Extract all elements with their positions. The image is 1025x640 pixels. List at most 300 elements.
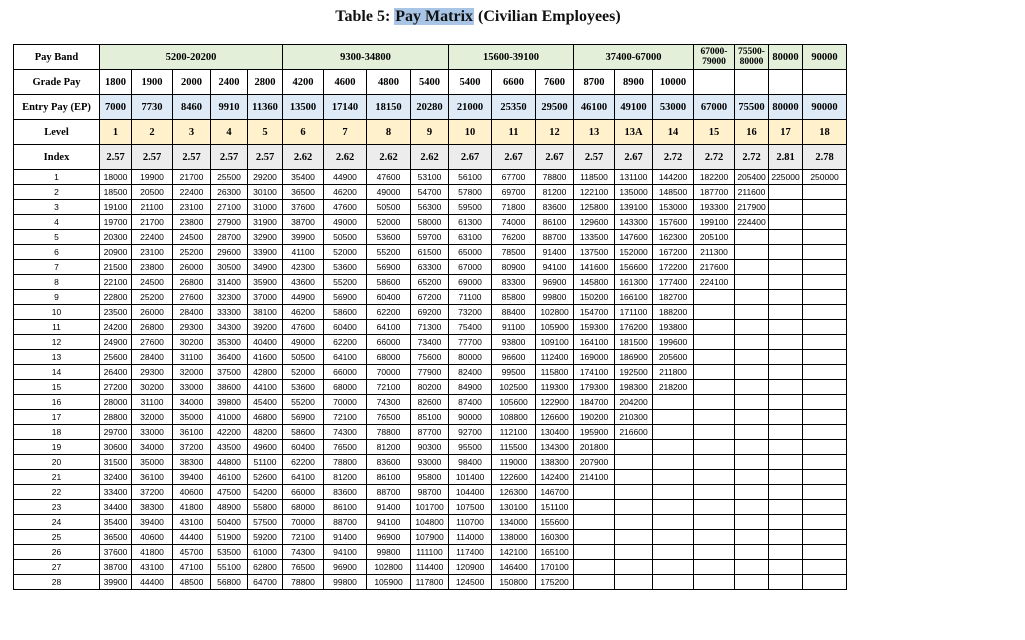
pay-cell: 66000 <box>283 485 324 500</box>
pay-cell: 81200 <box>324 470 367 485</box>
index-cell: 2.57 <box>248 145 283 170</box>
pay-cell <box>735 440 769 455</box>
pay-cell: 142100 <box>492 545 536 560</box>
pay-cell: 95500 <box>449 440 492 455</box>
pay-cell: 144200 <box>653 170 694 185</box>
table-row <box>14 245 847 260</box>
pay-cell <box>653 425 694 440</box>
table-row <box>14 200 847 215</box>
pay-cell <box>694 350 735 365</box>
pay-cell: 167200 <box>653 245 694 260</box>
pay-cell: 211600 <box>735 185 769 200</box>
entry-pay-cell: 7730 <box>132 95 173 120</box>
pay-cell: 122600 <box>492 470 536 485</box>
entry-pay-cell: 90000 <box>803 95 847 120</box>
grade-pay-row-label: Grade Pay <box>14 70 100 95</box>
pay-cell: 91400 <box>367 500 411 515</box>
pay-cell: 44800 <box>211 455 248 470</box>
pay-cell: 27600 <box>173 290 211 305</box>
pay-cell: 58000 <box>411 215 449 230</box>
pay-cell: 67700 <box>492 170 536 185</box>
pay-cell: 122900 <box>536 395 574 410</box>
pay-cell <box>803 260 847 275</box>
row-number-cell: 15 <box>14 380 100 395</box>
pay-cell: 70000 <box>283 515 324 530</box>
level-cell: 2 <box>132 120 173 145</box>
pay-cell: 41600 <box>248 350 283 365</box>
pay-cell: 28700 <box>211 230 248 245</box>
pay-cell: 38300 <box>132 500 173 515</box>
table-row <box>14 410 847 425</box>
pay-cell: 36100 <box>132 470 173 485</box>
pay-cell: 86100 <box>367 470 411 485</box>
pay-cell: 107900 <box>411 530 449 545</box>
pay-cell: 205100 <box>694 230 735 245</box>
pay-cell: 32000 <box>132 410 173 425</box>
pay-cell: 55200 <box>367 245 411 260</box>
pay-cell: 63100 <box>449 230 492 245</box>
grade-pay-cell: 8700 <box>574 70 615 95</box>
table-row <box>14 395 847 410</box>
table-row <box>14 425 847 440</box>
pay-cell: 26300 <box>211 185 248 200</box>
pay-cell: 211800 <box>653 365 694 380</box>
pay-cell <box>769 515 803 530</box>
pay-cell: 154700 <box>574 305 615 320</box>
pay-cell <box>694 320 735 335</box>
pay-cell: 102800 <box>367 560 411 575</box>
pay-cell: 198300 <box>615 380 653 395</box>
pay-band-cell: 67000-79000 <box>694 45 735 70</box>
pay-cell: 37200 <box>173 440 211 455</box>
row-number-cell: 9 <box>14 290 100 305</box>
pay-cell: 98400 <box>449 455 492 470</box>
pay-cell: 74000 <box>492 215 536 230</box>
level-cell: 14 <box>653 120 694 145</box>
pay-cell: 27100 <box>211 200 248 215</box>
pay-cell: 75400 <box>449 320 492 335</box>
pay-cell: 58600 <box>283 425 324 440</box>
pay-cell: 55100 <box>211 560 248 575</box>
pay-cell: 59500 <box>449 200 492 215</box>
pay-cell: 55800 <box>248 500 283 515</box>
level-cell: 15 <box>694 120 735 145</box>
pay-cell: 34900 <box>248 260 283 275</box>
index-cell: 2.72 <box>735 145 769 170</box>
pay-band-cell: 75500-80000 <box>735 45 769 70</box>
pay-matrix-table <box>13 44 847 590</box>
pay-cell: 35400 <box>100 515 132 530</box>
pay-cell: 115800 <box>536 365 574 380</box>
pay-cell: 155600 <box>536 515 574 530</box>
pay-cell <box>694 410 735 425</box>
pay-cell <box>694 545 735 560</box>
pay-cell: 49000 <box>367 185 411 200</box>
pay-cell: 179300 <box>574 380 615 395</box>
pay-cell <box>769 335 803 350</box>
pay-cell: 119300 <box>536 380 574 395</box>
pay-cell: 65000 <box>449 245 492 260</box>
pay-cell: 96900 <box>324 560 367 575</box>
pay-cell <box>769 320 803 335</box>
pay-cell: 72100 <box>283 530 324 545</box>
pay-cell: 88700 <box>536 230 574 245</box>
pay-cell: 31100 <box>173 350 211 365</box>
pay-cell: 30500 <box>211 260 248 275</box>
grade-pay-cell <box>735 70 769 95</box>
pay-cell: 130100 <box>492 500 536 515</box>
pay-cell: 30600 <box>100 440 132 455</box>
pay-cell <box>694 425 735 440</box>
pay-cell: 64100 <box>283 470 324 485</box>
table-row <box>14 260 847 275</box>
pay-cell: 217600 <box>694 260 735 275</box>
pay-cell: 105600 <box>492 395 536 410</box>
pay-cell <box>653 455 694 470</box>
pay-cell: 125800 <box>574 200 615 215</box>
pay-cell: 199100 <box>694 215 735 230</box>
entry-pay-cell: 67000 <box>694 95 735 120</box>
row-number-cell: 25 <box>14 530 100 545</box>
row-number-cell: 27 <box>14 560 100 575</box>
pay-cell: 26800 <box>132 320 173 335</box>
pay-cell: 36400 <box>211 350 248 365</box>
entry-pay-cell: 21000 <box>449 95 492 120</box>
grade-pay-cell: 7600 <box>536 70 574 95</box>
pay-cell: 80000 <box>449 350 492 365</box>
pay-cell: 152000 <box>615 245 653 260</box>
pay-cell: 172200 <box>653 260 694 275</box>
pay-cell: 111100 <box>411 545 449 560</box>
grade-pay-cell <box>694 70 735 95</box>
pay-cell: 126600 <box>536 410 574 425</box>
grade-pay-cell: 4200 <box>283 70 324 95</box>
pay-cell <box>735 500 769 515</box>
pay-cell: 23100 <box>173 200 211 215</box>
level-cell: 16 <box>735 120 769 145</box>
table-row <box>14 215 847 230</box>
table-row <box>14 185 847 200</box>
table-row <box>14 440 847 455</box>
pay-cell: 39200 <box>248 320 283 335</box>
pay-cell <box>653 530 694 545</box>
pay-cell <box>694 470 735 485</box>
pay-cell: 23800 <box>132 260 173 275</box>
table-row <box>14 305 847 320</box>
pay-cell: 148500 <box>653 185 694 200</box>
pay-cell: 38600 <box>211 380 248 395</box>
pay-cell: 22400 <box>132 230 173 245</box>
level-cell: 5 <box>248 120 283 145</box>
pay-cell <box>803 515 847 530</box>
pay-cell: 44900 <box>324 170 367 185</box>
pay-cell <box>803 320 847 335</box>
pay-cell: 32000 <box>173 365 211 380</box>
pay-band-cell: 90000 <box>803 45 847 70</box>
title-suffix: (Civilian Employees) <box>474 8 621 25</box>
pay-cell <box>769 245 803 260</box>
pay-cell: 105900 <box>536 320 574 335</box>
pay-cell: 25600 <box>100 350 132 365</box>
pay-cell: 53600 <box>283 380 324 395</box>
grade-pay-cell: 8900 <box>615 70 653 95</box>
row-number-cell: 23 <box>14 500 100 515</box>
pay-cell: 27900 <box>211 215 248 230</box>
pay-cell: 41100 <box>283 245 324 260</box>
pay-cell: 141600 <box>574 260 615 275</box>
index-cell: 2.62 <box>324 145 367 170</box>
pay-cell: 53600 <box>367 230 411 245</box>
pay-cell <box>735 455 769 470</box>
pay-cell: 48500 <box>173 575 211 590</box>
pay-cell <box>735 515 769 530</box>
index-cell: 2.67 <box>449 145 492 170</box>
pay-cell: 57800 <box>449 185 492 200</box>
pay-cell <box>653 575 694 590</box>
pay-cell <box>803 500 847 515</box>
row-number-cell: 12 <box>14 335 100 350</box>
pay-cell: 18500 <box>100 185 132 200</box>
pay-cell <box>653 515 694 530</box>
pay-cell: 77900 <box>411 365 449 380</box>
pay-cell: 56900 <box>367 260 411 275</box>
pay-cell: 53100 <box>411 170 449 185</box>
pay-cell: 169000 <box>574 350 615 365</box>
pay-cell: 177400 <box>653 275 694 290</box>
level-cell: 1 <box>100 120 132 145</box>
pay-cell: 184700 <box>574 395 615 410</box>
pay-cell: 35300 <box>211 335 248 350</box>
pay-cell: 129600 <box>574 215 615 230</box>
table-row <box>14 320 847 335</box>
entry-pay-cell: 9910 <box>211 95 248 120</box>
pay-cell <box>803 365 847 380</box>
pay-cell: 76500 <box>367 410 411 425</box>
pay-cell <box>735 470 769 485</box>
pay-cell: 41800 <box>173 500 211 515</box>
pay-cell: 39400 <box>132 515 173 530</box>
pay-cell: 78800 <box>283 575 324 590</box>
pay-cell: 47600 <box>283 320 324 335</box>
index-cell: 2.78 <box>803 145 847 170</box>
pay-cell: 96600 <box>492 350 536 365</box>
pay-cell <box>803 485 847 500</box>
row-number-cell: 22 <box>14 485 100 500</box>
pay-cell: 134300 <box>536 440 574 455</box>
pay-cell: 47100 <box>173 560 211 575</box>
entry-pay-cell: 75500 <box>735 95 769 120</box>
pay-cell: 32400 <box>100 470 132 485</box>
index-row <box>14 145 847 170</box>
row-number-cell: 5 <box>14 230 100 245</box>
level-cell: 13 <box>574 120 615 145</box>
table-row <box>14 530 847 545</box>
grade-pay-cell: 6600 <box>492 70 536 95</box>
pay-cell <box>769 365 803 380</box>
pay-band-label: Pay Band <box>14 45 100 70</box>
pay-cell: 210300 <box>615 410 653 425</box>
pay-cell: 109100 <box>536 335 574 350</box>
pay-cell: 93000 <box>411 455 449 470</box>
pay-cell <box>735 395 769 410</box>
table-title <box>0 8 956 26</box>
pay-cell <box>615 455 653 470</box>
pay-cell <box>694 335 735 350</box>
pay-cell <box>653 395 694 410</box>
pay-cell: 88400 <box>492 305 536 320</box>
pay-cell: 22400 <box>173 185 211 200</box>
entry-pay-cell: 29500 <box>536 95 574 120</box>
pay-cell: 39900 <box>283 230 324 245</box>
title-highlight: Pay Matrix <box>395 8 474 25</box>
pay-cell: 59200 <box>248 530 283 545</box>
pay-cell: 56800 <box>211 575 248 590</box>
pay-cell: 101700 <box>411 500 449 515</box>
row-number-cell: 11 <box>14 320 100 335</box>
pay-cell: 120900 <box>449 560 492 575</box>
pay-cell <box>803 230 847 245</box>
pay-cell <box>735 320 769 335</box>
pay-cell: 71100 <box>449 290 492 305</box>
pay-cell: 67000 <box>449 260 492 275</box>
pay-cell: 47500 <box>211 485 248 500</box>
pay-cell: 52600 <box>248 470 283 485</box>
pay-band-cell: 5200-20200 <box>100 45 283 70</box>
pay-cell <box>694 365 735 380</box>
pay-cell <box>803 575 847 590</box>
pay-cell: 96900 <box>536 275 574 290</box>
row-number-cell: 21 <box>14 470 100 485</box>
pay-cell: 38700 <box>100 560 132 575</box>
pay-cell: 166100 <box>615 290 653 305</box>
pay-cell: 62200 <box>283 455 324 470</box>
entry-pay-cell: 49100 <box>615 95 653 120</box>
pay-cell: 43100 <box>173 515 211 530</box>
pay-cell: 86100 <box>536 215 574 230</box>
pay-cell: 72100 <box>324 410 367 425</box>
index-cell: 2.57 <box>173 145 211 170</box>
pay-band-cell: 15600-39100 <box>449 45 574 70</box>
pay-cell: 48200 <box>248 425 283 440</box>
pay-cell: 20900 <box>100 245 132 260</box>
pay-cell: 31100 <box>132 395 173 410</box>
pay-cell: 71300 <box>411 320 449 335</box>
pay-cell: 43600 <box>283 275 324 290</box>
pay-cell: 28400 <box>173 305 211 320</box>
pay-cell <box>769 530 803 545</box>
pay-cell: 37600 <box>100 545 132 560</box>
pay-cell: 28400 <box>132 350 173 365</box>
pay-cell: 35900 <box>248 275 283 290</box>
entry-pay-row <box>14 95 847 120</box>
level-cell: 8 <box>367 120 411 145</box>
grade-pay-cell: 2800 <box>248 70 283 95</box>
pay-cell: 80200 <box>411 380 449 395</box>
pay-cell: 24500 <box>173 230 211 245</box>
pay-cell: 30100 <box>248 185 283 200</box>
pay-cell: 56900 <box>324 290 367 305</box>
pay-cell: 41000 <box>211 410 248 425</box>
pay-cell <box>694 575 735 590</box>
pay-cell: 188200 <box>653 305 694 320</box>
level-cell: 18 <box>803 120 847 145</box>
pay-cell: 83600 <box>324 485 367 500</box>
pay-cell <box>694 530 735 545</box>
grade-pay-cell: 1800 <box>100 70 132 95</box>
pay-cell: 225000 <box>769 170 803 185</box>
pay-cell: 33000 <box>132 425 173 440</box>
pay-cell: 22100 <box>100 275 132 290</box>
grade-pay-cell: 4800 <box>367 70 411 95</box>
entry-pay-cell: 13500 <box>283 95 324 120</box>
pay-cell: 131100 <box>615 170 653 185</box>
pay-cell <box>735 275 769 290</box>
pay-cell <box>735 410 769 425</box>
pay-cell: 47600 <box>324 200 367 215</box>
pay-cell: 162300 <box>653 230 694 245</box>
pay-cell <box>803 305 847 320</box>
grade-pay-cell: 5400 <box>449 70 492 95</box>
pay-cell: 78800 <box>324 455 367 470</box>
pay-cell: 23500 <box>100 305 132 320</box>
pay-cell: 139100 <box>615 200 653 215</box>
pay-cell: 64700 <box>248 575 283 590</box>
pay-cell: 54200 <box>248 485 283 500</box>
pay-cell <box>769 560 803 575</box>
pay-cell: 18000 <box>100 170 132 185</box>
pay-cell <box>803 215 847 230</box>
pay-cell <box>615 470 653 485</box>
pay-cell: 204200 <box>615 395 653 410</box>
pay-cell <box>694 500 735 515</box>
pay-cell: 46800 <box>248 410 283 425</box>
pay-cell: 88700 <box>324 515 367 530</box>
pay-cell: 42800 <box>248 365 283 380</box>
pay-cell <box>694 485 735 500</box>
pay-cell: 68000 <box>283 500 324 515</box>
pay-cell <box>769 275 803 290</box>
pay-cell <box>653 440 694 455</box>
grade-pay-cell <box>803 70 847 95</box>
level-cell: 13A <box>615 120 653 145</box>
pay-cell <box>769 305 803 320</box>
entry-pay-cell: 80000 <box>769 95 803 120</box>
index-cell: 2.62 <box>367 145 411 170</box>
pay-cell: 142400 <box>536 470 574 485</box>
pay-cell: 70000 <box>324 395 367 410</box>
pay-cell: 217900 <box>735 200 769 215</box>
pay-cell: 105900 <box>367 575 411 590</box>
pay-cell <box>694 380 735 395</box>
index-cell: 2.81 <box>769 145 803 170</box>
pay-cell <box>653 410 694 425</box>
pay-cell: 74300 <box>324 425 367 440</box>
pay-cell <box>694 560 735 575</box>
pay-cell: 150800 <box>492 575 536 590</box>
pay-cell: 21700 <box>173 170 211 185</box>
index-cell: 2.67 <box>615 145 653 170</box>
entry-pay-cell: 17140 <box>324 95 367 120</box>
pay-cell <box>735 260 769 275</box>
pay-cell: 27200 <box>100 380 132 395</box>
pay-cell: 138000 <box>492 530 536 545</box>
level-row <box>14 120 847 145</box>
index-cell: 2.67 <box>492 145 536 170</box>
pay-cell: 31000 <box>248 200 283 215</box>
pay-cell: 66000 <box>324 365 367 380</box>
pay-cell <box>735 575 769 590</box>
pay-cell <box>769 200 803 215</box>
